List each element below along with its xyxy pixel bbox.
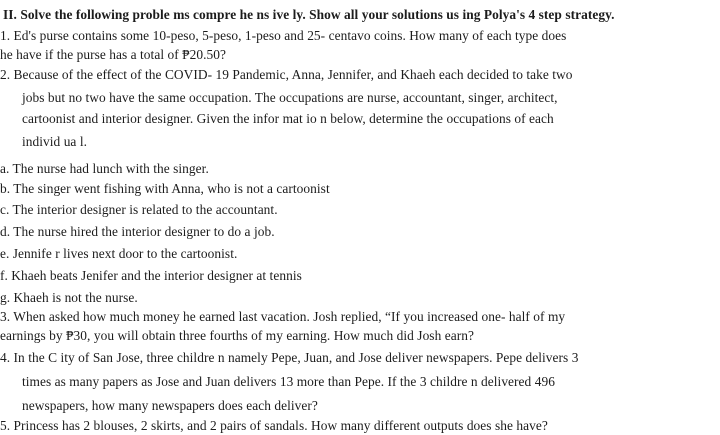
- problem-2-line-4: individ ua l.: [22, 134, 87, 149]
- problem-2-line-2: jobs but no two have the same occupation. The occupations are nurse, accountant, singer, architect,: [22, 90, 558, 105]
- problem-1-line-1: 1. Ed's purse contains some 10-peso, 5-peso, 1-peso and 25- centavo coins. How many of each type does: [0, 28, 567, 43]
- problem-4-line-1: 4. In the C ity of San Jose, three childre n namely Pepe, Juan, and Jose deliver newspapers. Pepe delivers 3: [0, 350, 579, 365]
- problem-2-line-1: 2. Because of the effect of the COVID- 19 Pandemic, Anna, Jennifer, and Khaeh each decided to take two: [0, 67, 573, 82]
- clue-e: e. Jennife r lives next door to the cartoonist.: [0, 246, 238, 261]
- problem-5: 5. Princess has 2 blouses, 2 skirts, and 2 pairs of sandals. How many different outputs does she have?: [0, 418, 548, 433]
- problem-4-line-3: newspapers, how many newspapers does each deliver?: [22, 398, 318, 413]
- problem-4-line-2: times as many papers as Jose and Juan delivers 13 more than Pepe. If the 3 childre n delivered 496: [22, 374, 555, 389]
- clue-f: f. Khaeh beats Jenifer and the interior designer at tennis: [0, 268, 302, 283]
- clue-c: c. The interior designer is related to the accountant.: [0, 202, 278, 217]
- problem-3-line-2: earnings by ₱30, you will obtain three fourths of my earning. How much did Josh earn?: [0, 328, 474, 343]
- clue-d: d. The nurse hired the interior designer to do a job.: [0, 224, 275, 239]
- clue-b: b. The singer went fishing with Anna, who is not a cartoonist: [0, 181, 330, 196]
- problem-2-line-3: cartoonist and interior designer. Given the infor mat io n below, determine the occupations of each: [22, 111, 554, 126]
- instructions-heading: II. Solve the following proble ms compre he ns ive ly. Show all your solutions us ing Polya's 4 step strategy.: [3, 7, 615, 22]
- clue-g: g. Khaeh is not the nurse.: [0, 290, 138, 305]
- clue-a: a. The nurse had lunch with the singer.: [0, 161, 209, 176]
- problem-1-line-2: he have if the purse has a total of ₱20.50?: [0, 47, 227, 62]
- problem-3-line-1: 3. When asked how much money he earned last vacation. Josh replied, “If you increased one- half of my: [0, 309, 566, 324]
